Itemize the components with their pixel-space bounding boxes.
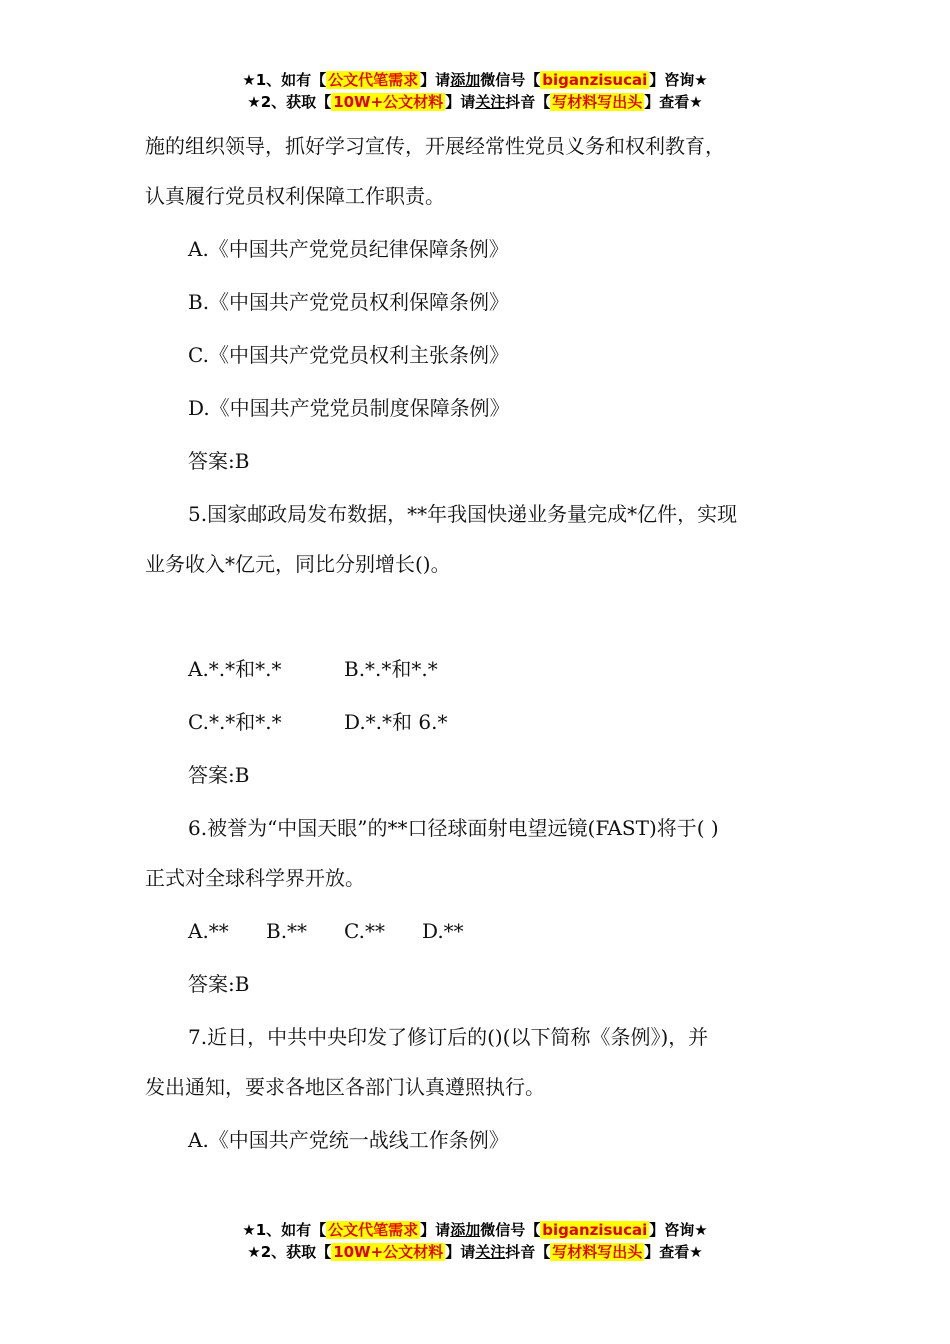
q7-option-a: A.《中国共产党统一战线工作条例》 bbox=[188, 1128, 509, 1152]
banner-line-2 bbox=[0, 1241, 950, 1263]
banner-text: 】请 bbox=[445, 93, 476, 111]
q5-options-row-2 bbox=[188, 708, 447, 736]
highlight-wechat-id: biganzisucai bbox=[542, 1221, 648, 1239]
q5-question-line-2: 业务收入*亿元，同比分别增长()。 bbox=[145, 552, 451, 576]
star-icon: ★ bbox=[247, 1243, 261, 1261]
banner-line-2 bbox=[0, 91, 950, 113]
underlined-add: 添加 bbox=[450, 71, 481, 89]
q4-option-b: B.《中国共产党党员权利保障条例》 bbox=[188, 290, 510, 314]
q6-question-line-2: 正式对全球科学界开放。 bbox=[145, 866, 365, 890]
q5-option-d: D.*.*和 6.* bbox=[344, 710, 448, 734]
banner-text: 】咨询★ bbox=[649, 1221, 708, 1239]
q6-option-a: A.** bbox=[188, 919, 229, 943]
banner-text: 微信号【 bbox=[480, 71, 541, 89]
q4-option-d: D.《中国共产党党员制度保障条例》 bbox=[188, 396, 510, 420]
q5-answer: 答案:B bbox=[188, 763, 250, 787]
banner-text: 1、如有【 bbox=[255, 1221, 327, 1239]
highlight-wechat-id: biganzisucai bbox=[542, 71, 648, 89]
banner-text: 2、获取【 bbox=[260, 1243, 332, 1261]
banner-text: 】请 bbox=[420, 71, 451, 89]
q5-option-b: B.*.*和*.* bbox=[344, 657, 438, 681]
highlight-service: 公文代笔需求 bbox=[328, 1221, 419, 1239]
banner-text: 】查看★ bbox=[644, 1243, 703, 1261]
q5-options-row-1 bbox=[188, 655, 438, 683]
q6-answer: 答案:B bbox=[188, 972, 250, 996]
top-banner bbox=[0, 69, 950, 113]
q5-option-a: A.*.*和*.* bbox=[188, 657, 282, 681]
q4-option-c: C.《中国共产党党员权利主张条例》 bbox=[188, 343, 509, 367]
highlight-douyin-account: 写材料写出头 bbox=[552, 93, 643, 111]
q6-question-line-1: 6.被誉为“中国天眼”的**口径球面射电望远镜(FAST)将于( ) bbox=[188, 816, 719, 840]
highlight-materials: 10W+公文材料 bbox=[333, 1243, 444, 1261]
q7-question-line-1: 7.近日，中共中央印发了修订后的()(以下简称《条例》)，并 bbox=[188, 1025, 709, 1049]
banner-line-1 bbox=[0, 1219, 950, 1241]
banner-text: 1、如有【 bbox=[255, 71, 327, 89]
banner-text: 】请 bbox=[445, 1243, 476, 1261]
q6-option-d: D.** bbox=[422, 919, 464, 943]
banner-text: 】查看★ bbox=[644, 93, 703, 111]
banner-line-1 bbox=[0, 69, 950, 91]
q6-options-row bbox=[188, 917, 464, 945]
underlined-add: 添加 bbox=[450, 1221, 481, 1239]
q7-question-line-2: 发出通知，要求各地区各部门认真遵照执行。 bbox=[145, 1075, 545, 1099]
star-icon: ★ bbox=[242, 71, 256, 89]
banner-text: 微信号【 bbox=[480, 1221, 541, 1239]
highlight-materials: 10W+公文材料 bbox=[333, 93, 444, 111]
underlined-follow: 关注 bbox=[475, 1243, 506, 1261]
banner-text: 抖音【 bbox=[505, 1243, 551, 1261]
star-icon: ★ bbox=[247, 93, 261, 111]
q4-answer: 答案:B bbox=[188, 449, 250, 473]
q4-option-a: A.《中国共产党党员纪律保障条例》 bbox=[188, 237, 509, 261]
highlight-service: 公文代笔需求 bbox=[328, 71, 419, 89]
star-icon: ★ bbox=[242, 1221, 256, 1239]
banner-text: 】请 bbox=[420, 1221, 451, 1239]
q4-continuation-line-2: 认真履行党员权利保障工作职责。 bbox=[145, 184, 445, 208]
q4-continuation-line-1: 施的组织领导，抓好学习宣传，开展经常性党员义务和权利教育， bbox=[145, 134, 725, 158]
q6-option-b: B.** bbox=[266, 919, 308, 943]
q5-option-c: C.*.*和*.* bbox=[188, 710, 282, 734]
banner-text: 】咨询★ bbox=[649, 71, 708, 89]
q5-question-line-1: 5.国家邮政局发布数据，**年我国快递业务量完成*亿件，实现 bbox=[188, 502, 738, 526]
banner-text: 抖音【 bbox=[505, 93, 551, 111]
bottom-banner bbox=[0, 1219, 950, 1263]
q6-option-c: C.** bbox=[344, 919, 385, 943]
underlined-follow: 关注 bbox=[475, 93, 506, 111]
banner-text: 2、获取【 bbox=[260, 93, 332, 111]
highlight-douyin-account: 写材料写出头 bbox=[552, 1243, 643, 1261]
